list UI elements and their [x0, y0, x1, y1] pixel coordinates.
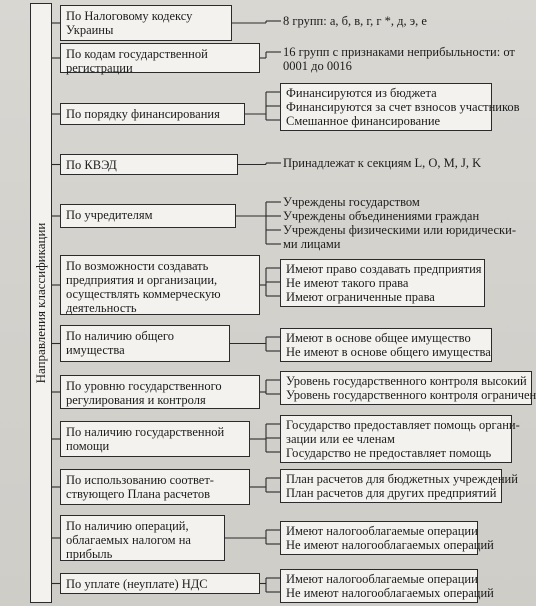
value-text: План расчетов для бюджетных учреждений	[286, 472, 518, 486]
values-box	[280, 83, 520, 131]
value-text: Уровень государственного контроля ограничен	[286, 388, 536, 402]
category-box: По учредителям	[60, 204, 236, 228]
value-text: 0001 до 0016	[283, 59, 352, 73]
value-text: Не имеют налогооблагаемых операций	[286, 538, 494, 552]
category-box: По уровню государственного регулирования и контроля	[60, 375, 260, 409]
values-box	[280, 415, 520, 463]
value-text: зации или ее членам	[286, 432, 395, 446]
value-text: Не имеют налогооблагаемых операций	[286, 586, 494, 600]
value-text: Финансируются из бюджета	[286, 86, 437, 100]
value-text: План расчетов для других предприятий	[286, 486, 497, 500]
classification-root	[30, 3, 52, 603]
category-box: По возможности создавать предприятия и организации, осуществлять коммерческую деятельность	[60, 255, 260, 315]
root-label: Направления классификации	[33, 222, 48, 384]
value-text: Уровень государственного контроля высокий	[286, 374, 527, 388]
values-box	[280, 328, 492, 362]
category-box: По использованию соответ- ствующего Плана расчетов	[60, 469, 250, 505]
value-text: 8 групп: а, б, в, г, г *, д, э, е	[283, 14, 427, 28]
value-text: Принадлежат к секциям L, O, M, J, K	[283, 156, 482, 170]
category-box: По кодам государственной регистрации	[60, 43, 260, 73]
value-text: Финансируются за счет взносов участников	[286, 100, 520, 114]
values-box	[280, 259, 485, 307]
category-box: По уплате (неуплате) НДС	[60, 573, 260, 594]
value-text: Имеют налогооблагаемые операции	[286, 524, 478, 538]
value-text: Имеют ограниченные права	[286, 290, 435, 304]
category-box: По наличию операций, облагаемых налогом на прибыль	[60, 515, 225, 561]
value-text: 16 групп с признаками неприбыльности: от	[283, 45, 515, 59]
values-box	[280, 521, 494, 555]
value-text: Имеют право создавать предприятия	[286, 262, 482, 276]
values-box	[280, 569, 494, 603]
value-text: Не имеют такого права	[286, 276, 409, 290]
category-box: По КВЭД	[60, 154, 238, 175]
category-box: По наличию государственной помощи	[60, 421, 250, 457]
value-text: Не имеют в основе общего имущества	[286, 345, 491, 359]
category-box: По наличию общего имущества	[60, 325, 230, 362]
category-box: По порядку финансирования	[60, 103, 245, 125]
values-box	[280, 371, 536, 405]
value-text: Смешанное финансирование	[286, 114, 441, 128]
value-text: ми лицами	[283, 237, 341, 251]
value-text: Учреждены государством	[283, 195, 420, 209]
value-text: Учреждены объединениями граждан	[283, 209, 480, 223]
value-text: Имеют налогооблагаемые операции	[286, 572, 478, 586]
category-box: По Налоговому кодексу Украины	[60, 5, 232, 41]
value-text: Государство не предоставляет помощь	[286, 446, 492, 460]
value-text: Учреждены физическими или юридически-	[283, 223, 516, 237]
values-box	[280, 469, 518, 503]
value-text: Государство предоставляет помощь органи-	[286, 418, 520, 432]
value-text: Имеют в основе общее имущество	[286, 331, 471, 345]
